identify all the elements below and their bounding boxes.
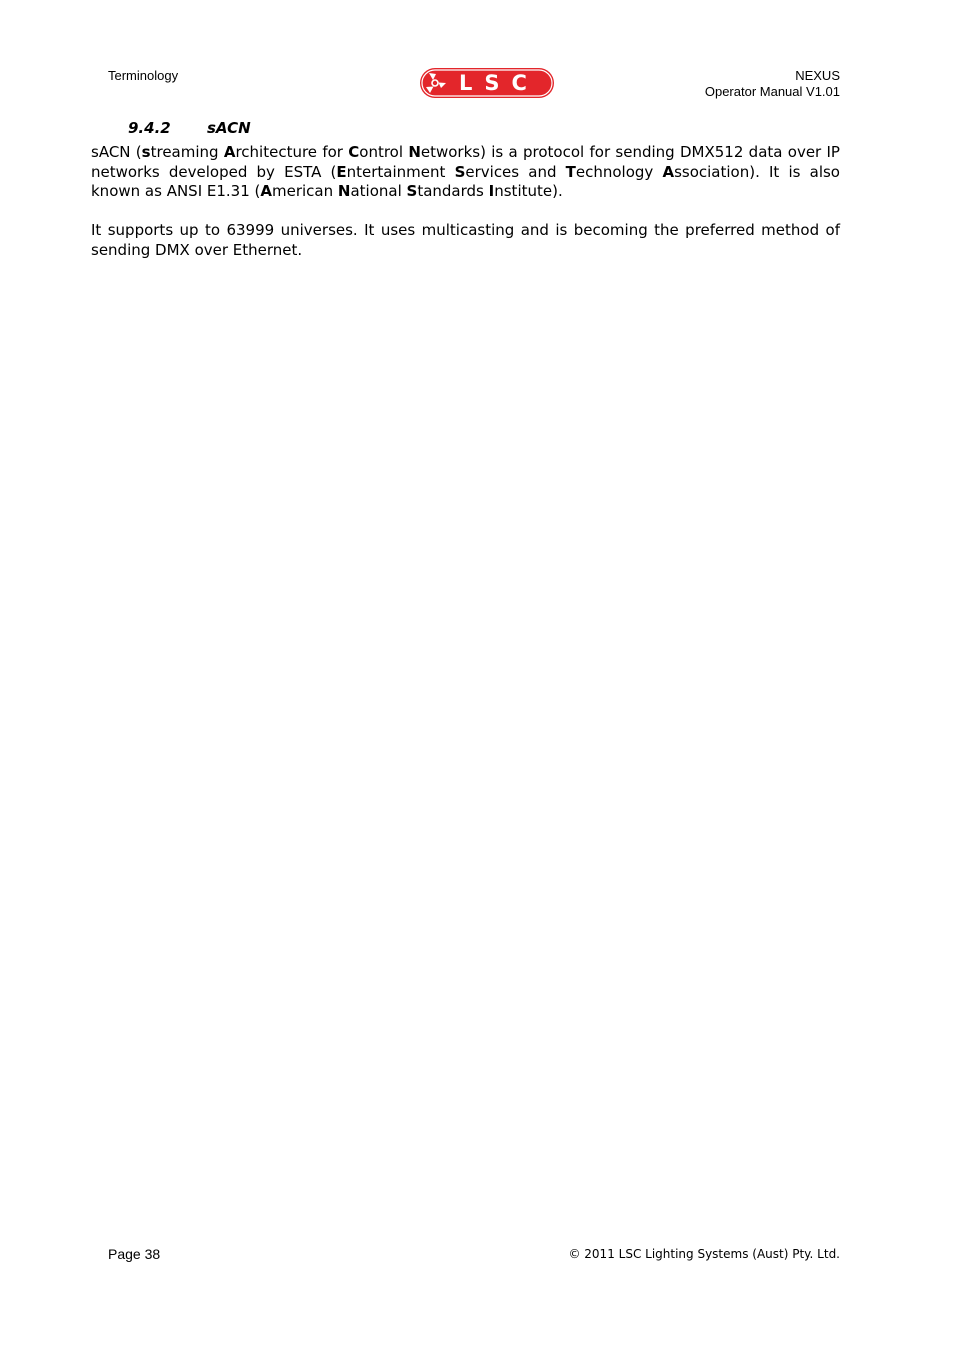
body-text [91, 143, 840, 260]
paragraph-sacn-universes: It supports up to 63999 universes. It uses multicasting and is becoming the preferred method of sending DMX over Ethernet. [91, 221, 840, 259]
header-section-name: Terminology [108, 68, 179, 83]
header-product-info [705, 68, 840, 100]
footer-copyright: © 2011 LSC Lighting Systems (Aust) Pty. Ltd. [568, 1247, 840, 1261]
paragraph-sacn-definition: sACN (streaming Architecture for Control Networks) is a protocol for sending DMX512 data over IP networks developed by ESTA (Entertainment Services and Technology Association). It is also known as ANSI E1.31 (American National Standards Institute). [91, 143, 840, 200]
header-product: NEXUS [795, 68, 840, 83]
header-manual-version: Operator Manual V1.01 [704, 84, 840, 99]
section-number: 9.4.2 [128, 119, 171, 137]
section-title: sACN [207, 119, 251, 137]
lsc-logo [419, 67, 555, 99]
section-heading [128, 118, 251, 138]
footer-page-number: Page 38 [108, 1246, 161, 1262]
svg-text:LSC: LSC [459, 71, 539, 95]
